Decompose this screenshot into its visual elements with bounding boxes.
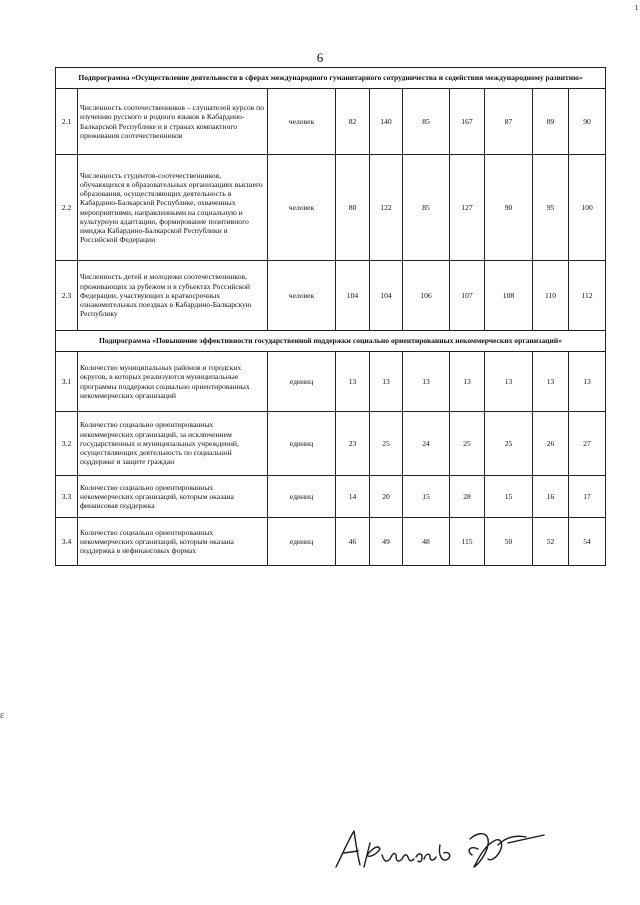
indicator-value: 50 xyxy=(485,518,533,566)
table-row xyxy=(56,412,606,476)
indicator-value: 13 xyxy=(450,352,485,412)
table-row xyxy=(56,352,606,412)
indicator-value: 26 xyxy=(533,412,569,476)
indicator-value: 13 xyxy=(533,352,569,412)
indicator-value: 80 xyxy=(336,155,370,261)
unit-of-measure: человек xyxy=(268,89,336,155)
row-number: 3.3 xyxy=(56,476,78,518)
indicator-value: 13 xyxy=(370,352,403,412)
indicator-description: Численность соотечественников – слушателей курсов по изучению русского и родного языков в Кабардино-Балкарской Республике и в странах компактного проживания соотечественников xyxy=(78,89,268,155)
indicator-value: 127 xyxy=(450,155,485,261)
row-number: 3.2 xyxy=(56,412,78,476)
indicator-value: 104 xyxy=(336,261,370,331)
unit-of-measure: единиц xyxy=(268,476,336,518)
indicator-description: Количество муниципальных районов и городских округов, в которых реализуются муниципальные программы поддержки социально ориентированных некоммерческих организаций xyxy=(78,352,268,412)
row-number: 2.2 xyxy=(56,155,78,261)
indicator-value: 108 xyxy=(485,261,533,331)
page-number: 6 xyxy=(316,50,324,65)
indicator-value: 140 xyxy=(370,89,403,155)
indicator-value: 13 xyxy=(485,352,533,412)
indicator-value: 115 xyxy=(450,518,485,566)
indicator-value: 25 xyxy=(450,412,485,476)
row-number: 2.1 xyxy=(56,89,78,155)
indicator-value: 52 xyxy=(533,518,569,566)
indicator-description: Количество социально ориентированных некоммерческих организаций, которым оказана финансовая поддержка xyxy=(78,476,268,518)
indicator-value: 167 xyxy=(450,89,485,155)
indicator-value: 95 xyxy=(533,155,569,261)
indicator-value: 104 xyxy=(370,261,403,331)
indicator-value: 49 xyxy=(370,518,403,566)
subprogram-header-row xyxy=(56,331,606,352)
indicator-description: Численность студентов-соотечественников, обучающихся в образовательных организациях высшего образования, осуществляющих деятельность в Кабардино-Балкарской Республике, охваченных мероприятиями, направленными на социальную и культурную адаптацию, формирование позитивного имиджа Кабардино-Балкарской Республики и Российской Федерации xyxy=(78,155,268,261)
indicator-value: 17 xyxy=(569,476,606,518)
table-row xyxy=(56,476,606,518)
indicator-description: Количество социально ориентированных некоммерческих организаций, которым оказана поддержка в нефинансовых формах xyxy=(78,518,268,566)
indicator-value: 82 xyxy=(336,89,370,155)
subprogram-header-row xyxy=(56,68,606,89)
unit-of-measure: человек xyxy=(268,155,336,261)
indicator-value: 28 xyxy=(450,476,485,518)
subprogram-title: Подпрограмма «Повышение эффективности государственной поддержки социально ориентированных некоммерческих организаций» xyxy=(56,331,606,352)
indicator-value: 87 xyxy=(485,89,533,155)
handwritten-signature-icon xyxy=(330,815,550,885)
indicator-value: 89 xyxy=(533,89,569,155)
indicator-value: 100 xyxy=(569,155,606,261)
unit-of-measure: единиц xyxy=(268,352,336,412)
indicator-value: 14 xyxy=(336,476,370,518)
indicator-value: 112 xyxy=(569,261,606,331)
indicator-value: 107 xyxy=(450,261,485,331)
indicator-description: Численность детей и молодежи соотечественников, проживающих за рубежом и в субъектах Российской Федерации, участвующих в краткосрочных ознакомительных поездках в Кабардино-Балкарскую Республику xyxy=(78,261,268,331)
indicator-value: 15 xyxy=(485,476,533,518)
indicator-value: 122 xyxy=(370,155,403,261)
indicator-value: 25 xyxy=(485,412,533,476)
indicator-value: 48 xyxy=(403,518,450,566)
row-number: 3.4 xyxy=(56,518,78,566)
indicators-table xyxy=(55,67,606,566)
indicator-value: 90 xyxy=(485,155,533,261)
indicator-value: 16 xyxy=(533,476,569,518)
indicator-description: Количество социально ориентированных некоммерческих организаций, за исключением государственных и муниципальных учреждений, осуществляющих деятельность по социальной поддержке и защите граждан xyxy=(78,412,268,476)
unit-of-measure: единиц xyxy=(268,412,336,476)
table-row xyxy=(56,261,606,331)
table-body xyxy=(56,68,606,566)
row-number: 2.3 xyxy=(56,261,78,331)
margin-mark: ɛ xyxy=(0,710,5,721)
row-number: 3.1 xyxy=(56,352,78,412)
signature xyxy=(330,815,550,890)
indicator-value: 110 xyxy=(533,261,569,331)
indicator-value: 46 xyxy=(336,518,370,566)
indicator-value: 13 xyxy=(569,352,606,412)
indicator-value: 25 xyxy=(370,412,403,476)
indicator-value: 85 xyxy=(403,89,450,155)
indicator-value: 15 xyxy=(403,476,450,518)
indicator-value: 13 xyxy=(336,352,370,412)
table-row xyxy=(56,89,606,155)
indicator-value: 24 xyxy=(403,412,450,476)
indicator-value: 106 xyxy=(403,261,450,331)
indicator-value: 90 xyxy=(569,89,606,155)
indicator-value: 23 xyxy=(336,412,370,476)
corner-mark: ı xyxy=(635,2,638,13)
indicator-value: 85 xyxy=(403,155,450,261)
indicator-value: 13 xyxy=(403,352,450,412)
subprogram-title: Подпрограмма «Осуществление деятельности в сферах международного гуманитарного сотрудничества и содействия международному развитию» xyxy=(56,68,606,89)
table-row xyxy=(56,518,606,566)
indicator-value: 20 xyxy=(370,476,403,518)
indicator-value: 54 xyxy=(569,518,606,566)
indicator-value: 27 xyxy=(569,412,606,476)
unit-of-measure: единиц xyxy=(268,518,336,566)
unit-of-measure: человек xyxy=(268,261,336,331)
table-row xyxy=(56,155,606,261)
